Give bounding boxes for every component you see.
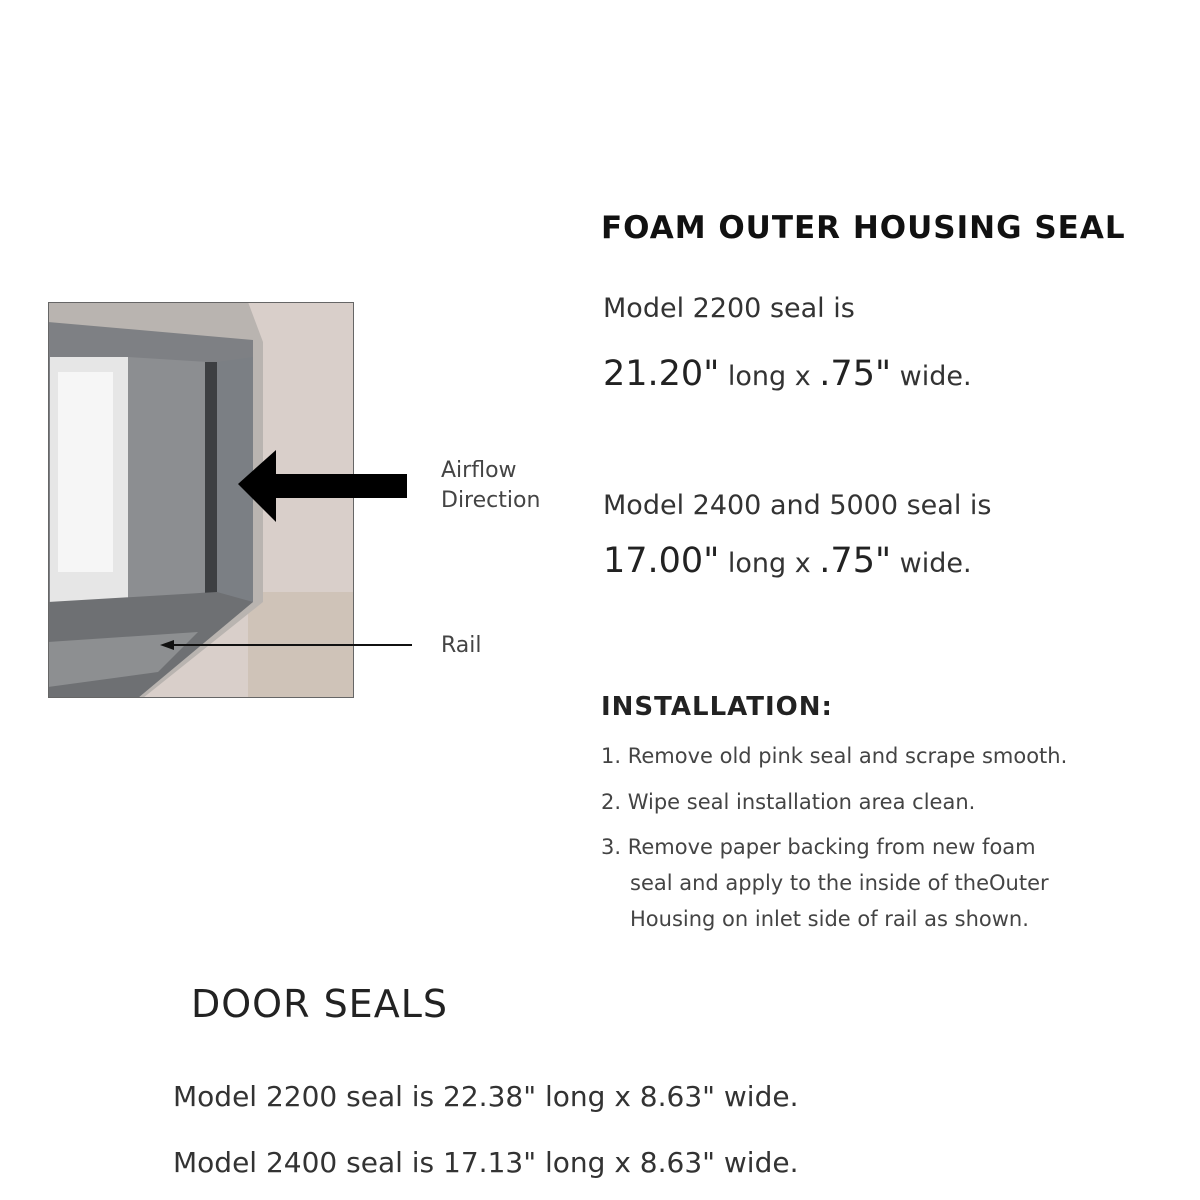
door-seal-line-2: Model 2400 seal is 17.13" long x 8.63" wide. <box>173 1146 799 1179</box>
spec1-dimensions <box>603 354 972 394</box>
installation-title: INSTALLATION: <box>601 692 833 722</box>
spec2-width: .75" <box>819 541 892 581</box>
spec1-width: .75" <box>819 354 892 394</box>
outer-housing-photo <box>48 302 354 698</box>
rail-label: Rail <box>441 633 482 658</box>
installation-step-3: 3. Remove paper backing from new foam <box>601 835 1036 859</box>
foam-seal-title: FOAM OUTER HOUSING SEAL <box>601 210 1126 246</box>
spec1-long: long x <box>719 361 820 392</box>
installation-step-3-cont1: seal and apply to the inside of theOuter <box>630 871 1049 895</box>
spec1-intro: Model 2200 seal is <box>603 293 855 324</box>
airflow-label-line2: Direction <box>441 488 541 513</box>
door-seal-line-1: Model 2200 seal is 22.38" long x 8.63" wide. <box>173 1080 799 1113</box>
spec1-wide: wide. <box>891 361 972 392</box>
airflow-label-line1: Airflow <box>441 458 517 483</box>
door-seals-title: DOOR SEALS <box>191 982 448 1026</box>
spec2-length: 17.00" <box>603 541 720 581</box>
spec2-dimensions <box>603 541 972 581</box>
diagram-callout-extensions <box>354 470 414 660</box>
airflow-label <box>441 456 540 516</box>
installation-step-2: 2. Wipe seal installation area clean. <box>601 790 976 814</box>
installation-step-3-cont2: Housing on inlet side of rail as shown. <box>630 907 1029 931</box>
spec2-intro: Model 2400 and 5000 seal is <box>603 490 992 521</box>
spec2-wide: wide. <box>891 548 972 579</box>
spec1-length: 21.20" <box>603 354 720 394</box>
spec2-long: long x <box>719 548 820 579</box>
installation-step-1: 1. Remove old pink seal and scrape smooth. <box>601 744 1068 768</box>
